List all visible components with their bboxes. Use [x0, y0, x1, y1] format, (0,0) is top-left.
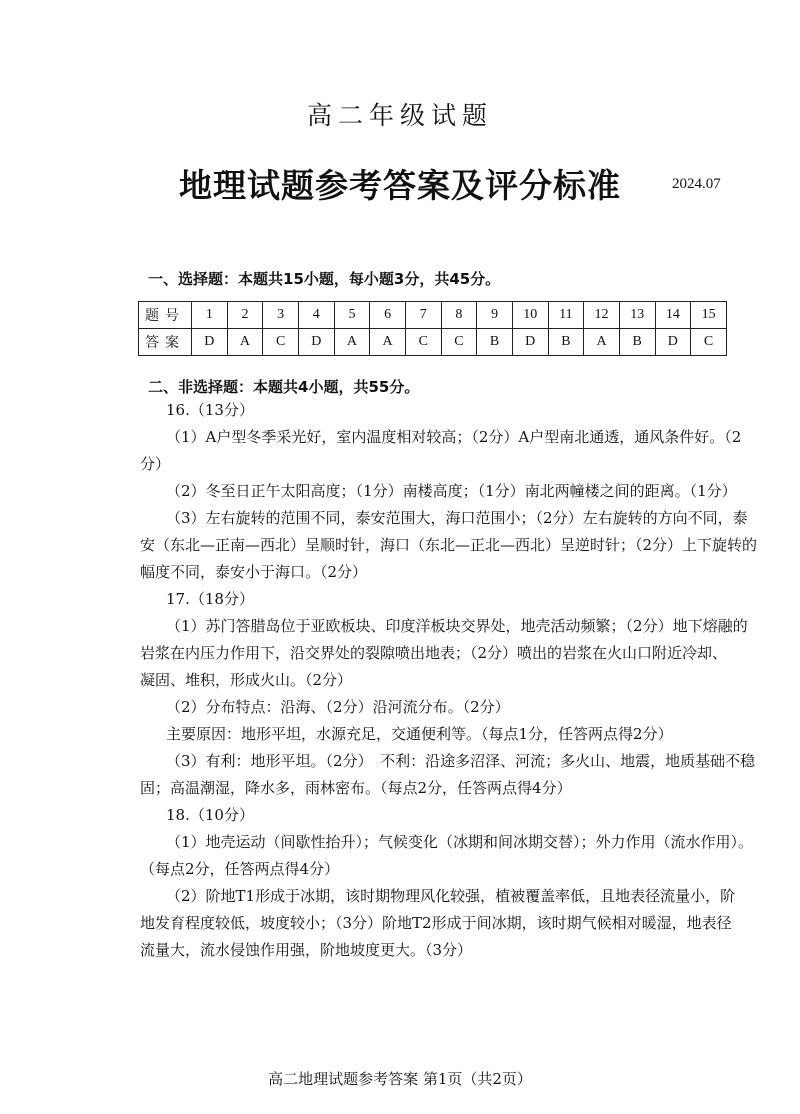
- answer-table-number-row: [139, 302, 727, 329]
- question-number: 9: [477, 302, 513, 329]
- answer-cell: C: [405, 329, 441, 356]
- question-heading-17: 17.（18分）: [166, 590, 254, 608]
- question-number: 14: [655, 302, 691, 329]
- question-number: 4: [298, 302, 334, 329]
- answer-cell: B: [548, 329, 584, 356]
- answer-line: 凝固、堆积，形成火山。（2分）: [140, 671, 353, 689]
- question-number: 13: [619, 302, 655, 329]
- exam-date: 2024.07: [672, 176, 721, 192]
- answer-cell: D: [298, 329, 334, 356]
- question-number: 12: [584, 302, 620, 329]
- answer-line: （2）阶地T1形成于冰期，该时期物理风化较强，植被覆盖率低，且地表径流量小，阶: [166, 887, 736, 905]
- row-label-answer: 答案: [139, 329, 192, 356]
- document-title: 地理试题参考答案及评分标准: [179, 166, 621, 205]
- answer-line: （3）左右旋转的范围不同，泰安范围大，海口范围小；（2分）左右旋转的方向不同，泰: [166, 509, 748, 527]
- question-number: 6: [370, 302, 406, 329]
- question-number: 1: [192, 302, 228, 329]
- answer-cell: B: [619, 329, 655, 356]
- answer-line: （1）苏门答腊岛位于亚欧板块、印度洋板块交界处，地壳活动频繁；（2分）地下熔融的: [166, 617, 748, 635]
- answer-line: （1）A户型冬季采光好，室内温度相对较高；（2分）A户型南北通透，通风条件好。（2: [166, 428, 742, 446]
- section1-heading: 一、选择题：本题共15小题，每小题3分，共45分。: [148, 270, 501, 288]
- answer-table: [138, 301, 727, 356]
- answer-line: （3）有利：地形平坦。（2分） 不利：沿途多沼泽、河流；多火山、地震，地质基础不稳: [166, 752, 756, 770]
- answer-cell: C: [263, 329, 299, 356]
- section2-heading: 二、非选择题：本题共4小题，共55分。: [148, 378, 420, 396]
- answer-line: 岩浆在内压力作用下，沿交界处的裂隙喷出地表；（2分）喷出的岩浆在火山口附近冷却、: [140, 644, 728, 662]
- row-label-number: 题号: [139, 302, 192, 329]
- answer-cell: A: [584, 329, 620, 356]
- question-number: 5: [334, 302, 370, 329]
- answer-cell: D: [655, 329, 691, 356]
- question-number: 7: [405, 302, 441, 329]
- answer-line: （每点2分，任答两点得4分）: [140, 860, 340, 878]
- answer-cell: B: [477, 329, 513, 356]
- question-number: 15: [691, 302, 727, 329]
- answer-line: 分）: [140, 455, 171, 473]
- page-footer: 高二地理试题参考答案 第1页（共2页）: [268, 1070, 532, 1088]
- question-number: 11: [548, 302, 584, 329]
- answer-line: 幅度不同，泰安小于海口。（2分）: [140, 563, 368, 581]
- answer-line: （2）分布特点：沿海、（2分）沿河流分布。（2分）: [166, 698, 510, 716]
- answer-cell: A: [227, 329, 263, 356]
- answer-line: （1）地壳运动（间歇性抬升）；气候变化（冰期和间冰期交替）；外力作用（流水作用）。: [166, 833, 754, 851]
- question-heading-18: 18.（10分）: [166, 806, 254, 824]
- answer-cell: A: [370, 329, 406, 356]
- answer-cell: D: [512, 329, 548, 356]
- question-number: 8: [441, 302, 477, 329]
- question-heading-16: 16.（13分）: [166, 401, 254, 419]
- answer-cell: A: [334, 329, 370, 356]
- question-number: 2: [227, 302, 263, 329]
- answer-table-answer-row: [139, 329, 727, 356]
- answer-line: 安（东北—正南—西北）呈顺时针，海口（东北—正北—西北）呈逆时针；（2分）上下旋转的: [140, 536, 758, 554]
- answer-line: 流量大，流水侵蚀作用强，阶地坡度更大。（3分）: [140, 941, 473, 959]
- answer-line: 地发育程度较低，坡度较小；（3分）阶地T2形成于间冰期，该时期气候相对暖湿，地表径: [140, 914, 732, 932]
- question-number: 10: [512, 302, 548, 329]
- question-number: 3: [263, 302, 299, 329]
- answer-line: 固；高温潮湿，降水多，雨林密布。（每点2分，任答两点得4分）: [140, 779, 572, 797]
- answer-cell: D: [192, 329, 228, 356]
- answer-cell: C: [691, 329, 727, 356]
- answer-cell: C: [441, 329, 477, 356]
- grade-heading: 高二年级试题: [306, 101, 493, 130]
- answer-line: 主要原因：地形平坦，水源充足，交通便利等。（每点1分，任答两点得2分）: [166, 725, 673, 743]
- answer-line: （2）冬至日正午太阳高度；（1分）南楼高度；（1分）南北两幢楼之间的距离。（1分）: [166, 482, 737, 500]
